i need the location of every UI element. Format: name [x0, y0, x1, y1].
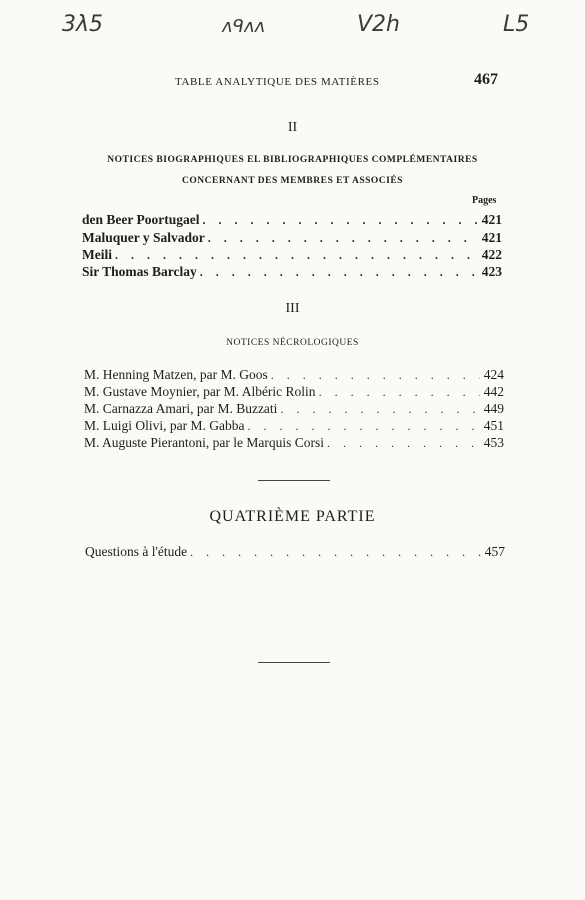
toc-entry [84, 418, 504, 434]
handwritten-mark-1: 3λ5 [62, 12, 104, 37]
toc-entry-label: M. Gustave Moynier, par M. Albéric Rolin [84, 384, 316, 399]
toc-entry-page: 451 [483, 418, 504, 433]
toc-entry-page: 453 [483, 435, 504, 450]
page-number: 467 [474, 71, 498, 88]
toc-entry-page: 424 [483, 367, 504, 382]
handwritten-mark-3: V2h [357, 12, 400, 37]
toc-entry-label: Questions à l'étude [85, 544, 188, 559]
toc-entry-label: M. Luigi Olivi, par M. Gabba [84, 418, 245, 433]
toc-entry [82, 247, 502, 263]
toc-entry [84, 435, 504, 451]
toc-entry-label: den Beer Poortugael [82, 212, 200, 227]
leader-dots [197, 265, 478, 280]
leader-dots [112, 248, 478, 263]
toc-entry-label: Sir Thomas Barclay [82, 264, 197, 279]
toc-entry [84, 384, 504, 400]
leader-dots [324, 436, 480, 451]
leader-dots [199, 213, 477, 228]
toc-entry-page: 457 [484, 544, 505, 559]
section-numeral-ii: II [287, 120, 298, 135]
section-heading-biographic-line2: CONCERNANT DES MEMBRES ET ASSOCIÉS [182, 176, 403, 186]
toc-entry [84, 401, 504, 417]
leader-dots [205, 231, 478, 246]
section-heading-necrology: NOTICES NÉCROLOGIQUES [226, 338, 359, 348]
section-heading-biographic-line1: NOTICES BIOGRAPHIQUES EL BIBLIOGRAPHIQUES COMPLÉMENTAIRES [107, 155, 478, 165]
toc-entry-label: M. Auguste Pierantoni, par le Marquis Corsi [84, 435, 324, 450]
handwritten-mark-4: L5 [503, 12, 530, 37]
toc-entry-label: M. Henning Matzen, par M. Goos [84, 367, 268, 382]
toc-entry-page: 422 [481, 247, 502, 262]
toc-entry-label: Meili [82, 247, 112, 262]
part-title: QUATRIÈME PARTIE [209, 508, 376, 525]
toc-entry [82, 230, 502, 246]
handwritten-mark-2: ᴧᑫᴧᴧ [222, 16, 266, 37]
leader-dots [277, 402, 479, 417]
toc-entry-label: M. Carnazza Amari, par M. Buzzati [84, 401, 278, 416]
toc-entry [82, 212, 502, 228]
toc-entry-label: Maluquer y Salvador [82, 230, 205, 245]
toc-entry-page: 421 [481, 212, 502, 227]
leader-dots [187, 545, 481, 560]
leader-dots [316, 385, 480, 400]
running-header: TABLE ANALYTIQUE DES MATIÈRES [175, 76, 380, 88]
separator-rule [258, 480, 330, 481]
section-numeral-iii: III [285, 301, 300, 316]
toc-entry [84, 367, 504, 383]
toc-entry-page: 442 [483, 384, 504, 399]
toc-entry [82, 264, 502, 280]
pages-column-label: Pages [472, 195, 497, 206]
toc-entry-page: 421 [481, 230, 502, 245]
toc-entry [85, 544, 505, 560]
leader-dots [244, 419, 479, 434]
leader-dots [268, 368, 480, 383]
toc-entry-page: 449 [483, 401, 504, 416]
separator-rule [258, 662, 330, 663]
toc-entry-page: 423 [481, 264, 502, 279]
